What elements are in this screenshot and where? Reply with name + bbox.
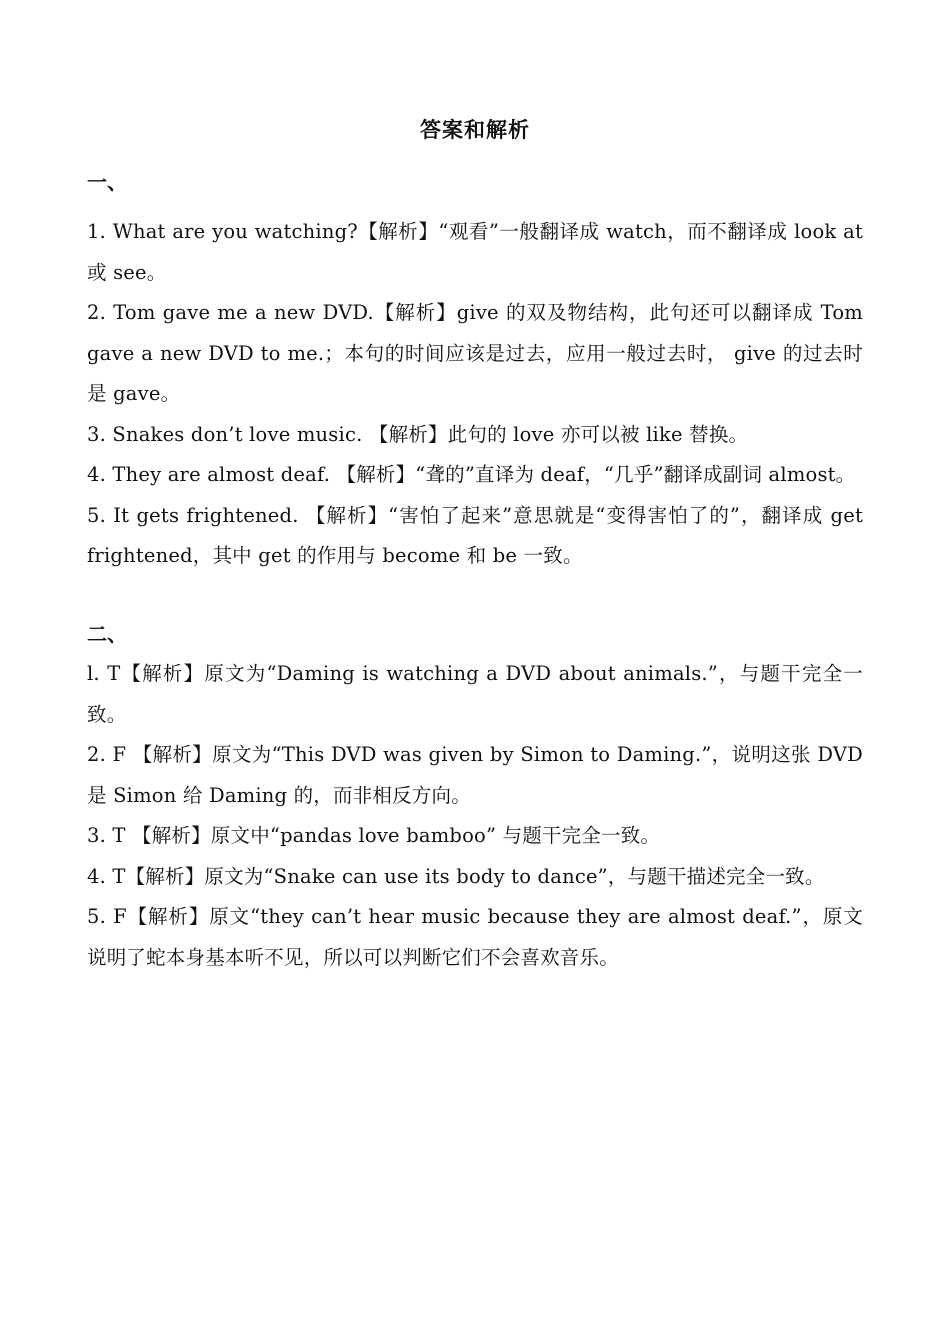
answer-item: 3. Snakes don’t love music. 【解析】此句的 love 亦可以被 like 替换。 [87, 422, 749, 446]
answer-item: 2. Tom gave me a new DVD.【解析】give 的双及物结构，此句还可以翻译成 Tom gave a new DVD to me.；本句的时间应该是过去，应用一般过去时， give 的过去时是 gave。 [87, 301, 863, 405]
section-heading: 二、 [87, 622, 127, 646]
answer-item: 3. T 【解析】原文中“pandas love bamboo” 与题干完全一致。 [87, 824, 661, 847]
answer-item: 5. F【解析】原文“they can’t hear music because they are almost deaf.”，原文说明了蛇本身基本听不见，所以可以判断它们不会喜欢音乐。 [87, 905, 863, 969]
section-one [87, 162, 863, 577]
answer-item: 2. F 【解析】原文为“This DVD was given by Simon to Daming.”，说明这张 DVD 是 Simon 给 Daming 的，而非相反方向。 [87, 743, 863, 807]
answer-item: 4. They are almost deaf. 【解析】“聋的”直译为 deaf，“几乎”翻译成副词 almost。 [87, 463, 856, 486]
page-title: 答案和解析 [420, 118, 530, 142]
answer-item: l. T【解析】原文为“Daming is watching a DVD about animals.”，与题干完全一致。 [87, 662, 863, 726]
answer-item: 4. T【解析】原文为“Snake can use its body to dance”，与题干描述完全一致。 [87, 864, 825, 888]
section-heading: 一、 [87, 170, 127, 194]
answer-item: 5. It gets frightened. 【解析】“害怕了起来”意思就是“变得害怕了的”，翻译成 get frightened，其中 get 的作用与 become 和 be 一致。 [87, 503, 863, 567]
section-two [87, 614, 863, 978]
answer-item: 1. What are you watching?【解析】“观看”一般翻译成 watch，而不翻译成 look at 或 see。 [87, 220, 863, 284]
